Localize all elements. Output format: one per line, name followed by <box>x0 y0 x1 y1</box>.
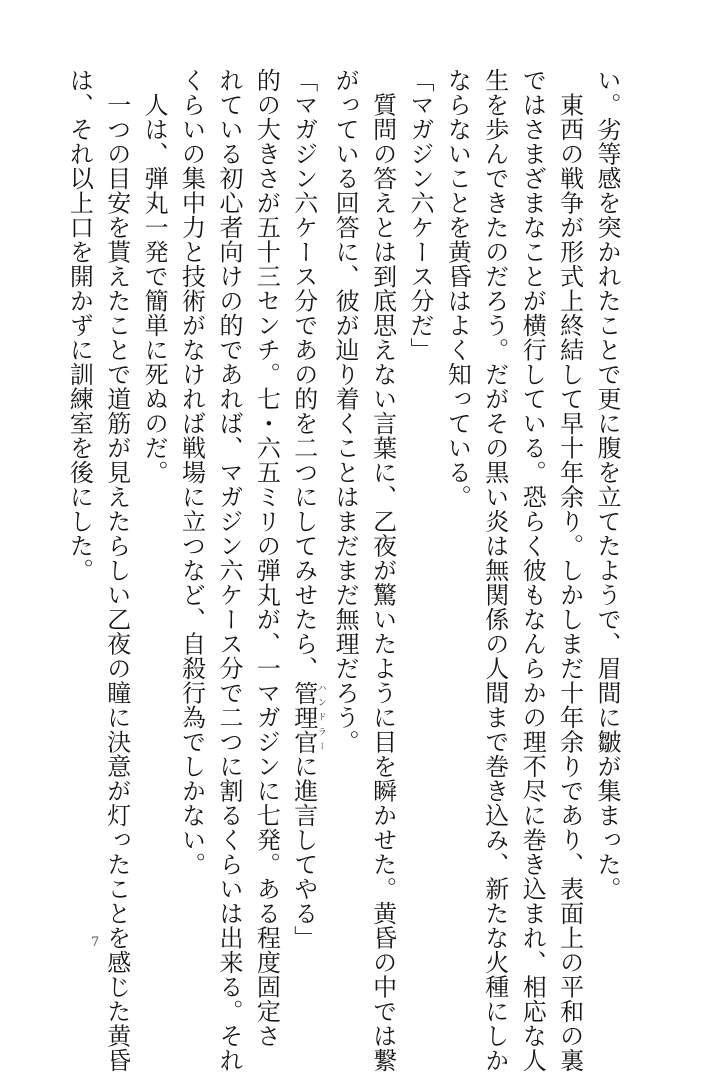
text-line-9-end: に進言してやる」 <box>289 754 318 950</box>
text-line-4: 生を歩んできたのだろう。だがその黒い炎は無関係の人間まで巻き込み、新たな火種にしか <box>480 68 509 1073</box>
text-line-9 <box>284 68 326 950</box>
text-line-11: れている初心者向けの的であれば、マガジン六ケース分で二つに割るくらいは出来る。それ <box>214 68 243 1073</box>
text-line-2: 東西の戦争が形式上終結して早十年余り。しかしまだ十年余りであり、表面上の平和の裏 <box>555 68 584 1073</box>
text-line-6: 「マガジン六ケース分だ」 <box>405 68 434 362</box>
text-line-15: は、それ以上口を開かずに訓練室を後にした。 <box>65 68 94 583</box>
text-line-3: ではさまざまなことが横行している。恐らく彼もなんらかの理不尽に巻き込まれ、相応な人 <box>518 68 547 1073</box>
text-line-5: ならないことを黄昏はよく知っている。 <box>443 68 472 509</box>
text-line-8: がっている回答に、彼が辿り着くことはまだまだ無理だろう。 <box>331 68 360 754</box>
text-line-1: い。劣等感を突かれたことで更に腹を立てたようで、眉間に皺が集まった。 <box>593 68 621 901</box>
text-line-7: 質問の答えとは到底思えない言葉に、乙夜が驚いたように目を瞬かせた。黄昏の中では繋 <box>368 68 397 1073</box>
page-number: 7 <box>91 935 100 950</box>
ruby-base: 管理官 <box>289 680 318 754</box>
text-line-13: 人は、弾丸一発で簡単に死ぬのだ。 <box>140 68 169 485</box>
text-line-14: 一つの目安を貰えたことで道筋が見えたらしい乙夜の瞳に決意が灯ったことを感じた黄昏 <box>102 68 131 1073</box>
text-line-9-start: 「マガジン六ケース分であの的を二つにしてみせたら、 <box>289 68 318 681</box>
ruby-reading: ハンドラー <box>315 680 326 754</box>
text-line-10: 的の大きさが五十三センチ。七・六五ミリの弾丸が、一マガジンに七発。ある程度固定さ <box>252 68 281 1048</box>
text-line-12: くらいの集中力と技術がなければ戦場に立つなど、自殺行為でしかない。 <box>177 68 206 877</box>
ruby-handler <box>289 680 326 755</box>
vertical-text-body <box>65 68 625 1073</box>
